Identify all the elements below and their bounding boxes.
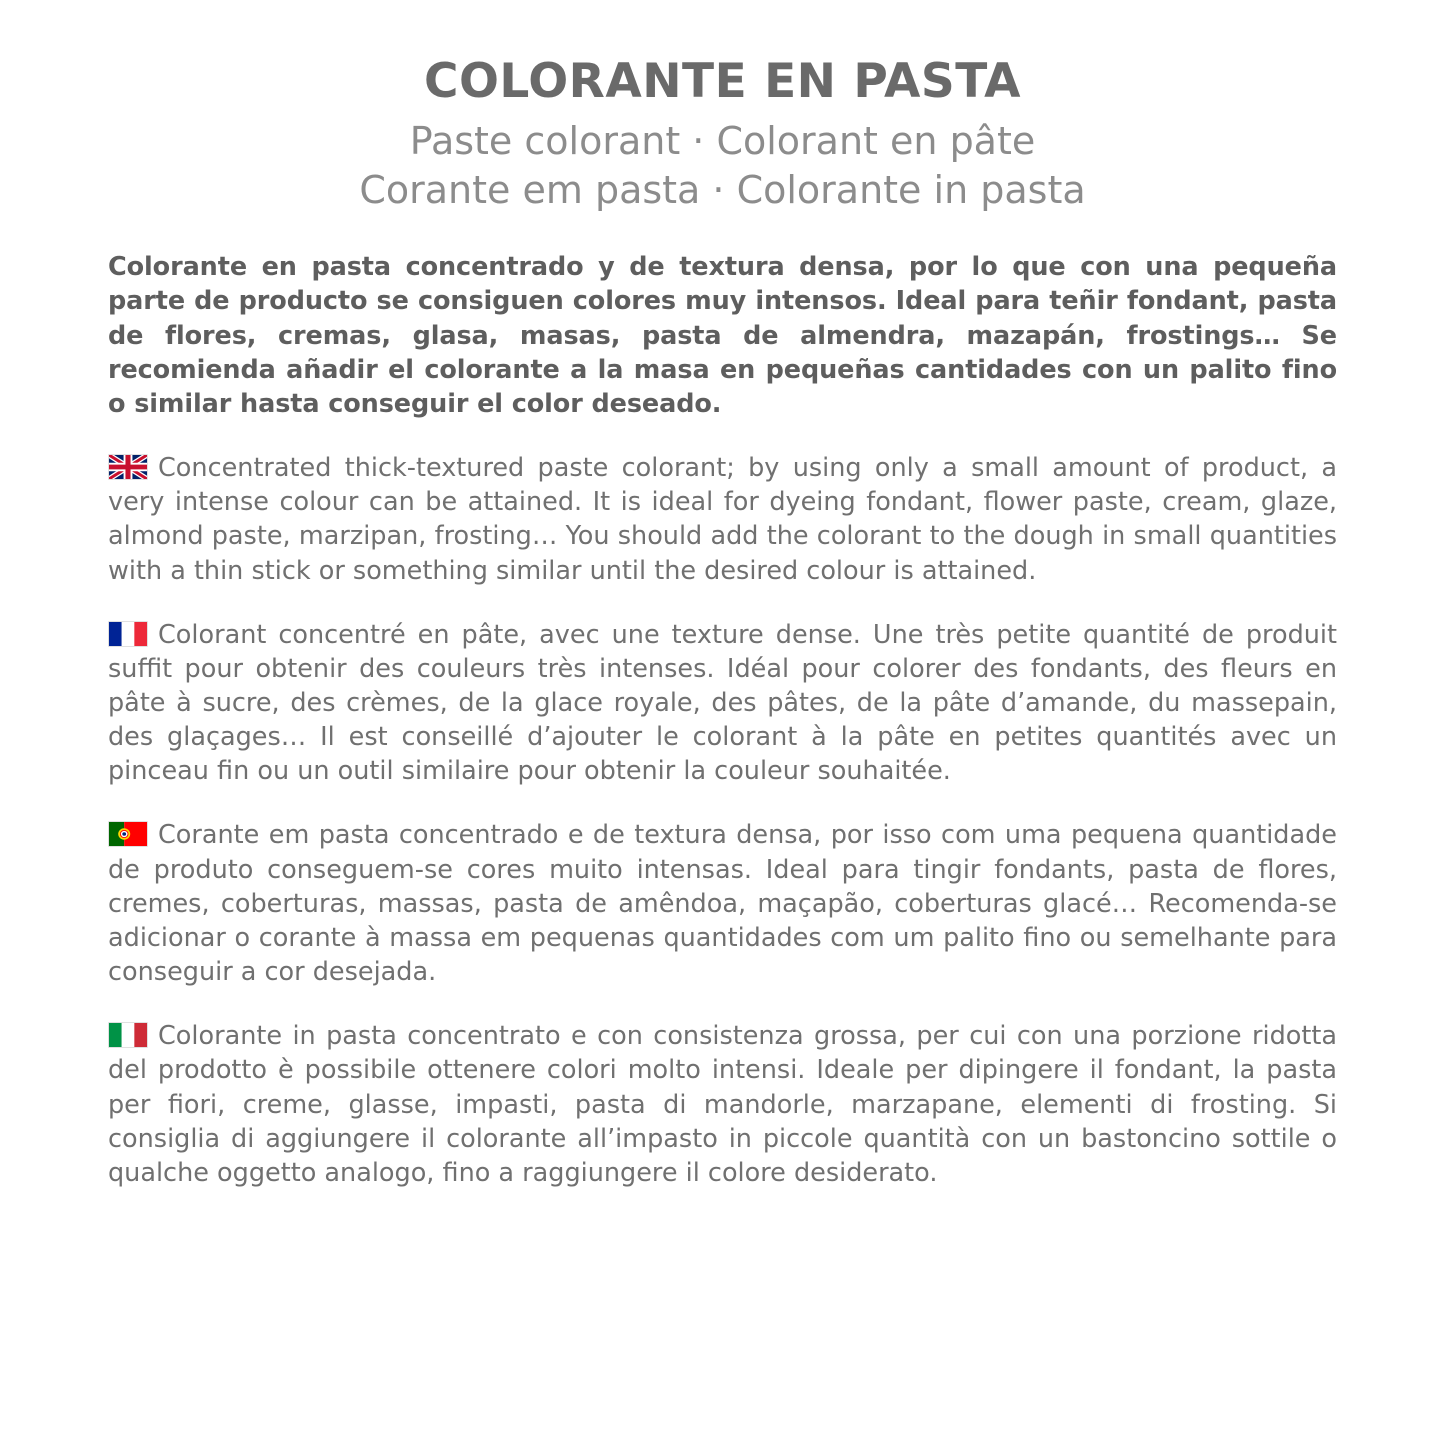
page-subtitle-line-1: Paste colorant · Colorant en pâte xyxy=(409,119,1036,164)
description-french-text: Colorant concentré en pâte, avec une texture dense. Une très petite quantité de produit suffit pour obtenir des couleurs très intenses. Idéal pour colorer des fondants, des fleurs en pâte à sucre, des crèmes, de la glace royale, des pâtes, de la pâte d’amande, du massepain, des glaçages… Il est conseillé d’ajouter le colorant à la pâte en petites quantités avec un pinceau fin ou un outil similaire pour obtenir la couleur souhaitée. xyxy=(108,619,1337,787)
page-title: COLORANTE EN PASTA xyxy=(423,54,1022,109)
page-subtitle-line-2: Corante em pasta · Colorante in pasta xyxy=(359,167,1086,212)
flag-france-icon xyxy=(108,621,148,647)
description-french xyxy=(108,618,1337,789)
flag-portugal-icon xyxy=(108,821,148,847)
flag-uk-icon xyxy=(108,454,148,480)
flag-italy-icon xyxy=(108,1022,148,1048)
description-spanish: Colorante en pasta concentrado y de textura densa, por lo que con una pequeña parte de producto se consiguen colores muy intensos. Ideal para teñir fondant, pasta de flores, cremas, glasa, masas, pasta de almendra, mazapán, frostings… Se recomienda añadir el colorante a la masa en pequeñas cantidades con un palito fino o similar hasta conseguir el color deseado. xyxy=(108,252,1337,419)
description-english xyxy=(108,451,1337,588)
description-portuguese-text: Corante em pasta concentrado e de textura densa, por isso com uma pequena quantidade de produto conseguem-se cores muito intensas. Ideal para tingir fondants, pasta de flores, cremes, coberturas, massas, pasta de amêndoa, maçapão, coberturas glacé… Recomenda-se adicionar o corante à massa em pequenas quantidades com um palito fino ou semelhante para conseguir a cor desejada. xyxy=(108,820,1337,988)
description-italian xyxy=(108,1019,1337,1190)
page-header xyxy=(108,55,1337,214)
description-portuguese xyxy=(108,818,1337,989)
description-italian-text: Colorante in pasta concentrato e con consistenza grossa, per cui con una porzione ridotta del prodotto è possibile ottenere colori molto intensi. Ideale per dipingere il fondant, la pasta per fiori, creme, glasse, impasti, pasta di mandorle, marzapane, elementi di frosting. Si consiglia di aggiungere il colorante all’impasto in piccole quantità con un bastoncino sottile o qualche oggetto analogo, fino a raggiungere il colore desiderato. xyxy=(108,1021,1337,1188)
description-english-text: Concentrated thick-textured paste colorant; by using only a small amount of product, a very intense colour can be attained. It is ideal for dyeing fondant, flower paste, cream, glaze, almond paste, marzipan, frosting… You should add the colorant to the dough in small quantities with a thin stick or something similar until the desired colour is attained. xyxy=(108,453,1337,586)
